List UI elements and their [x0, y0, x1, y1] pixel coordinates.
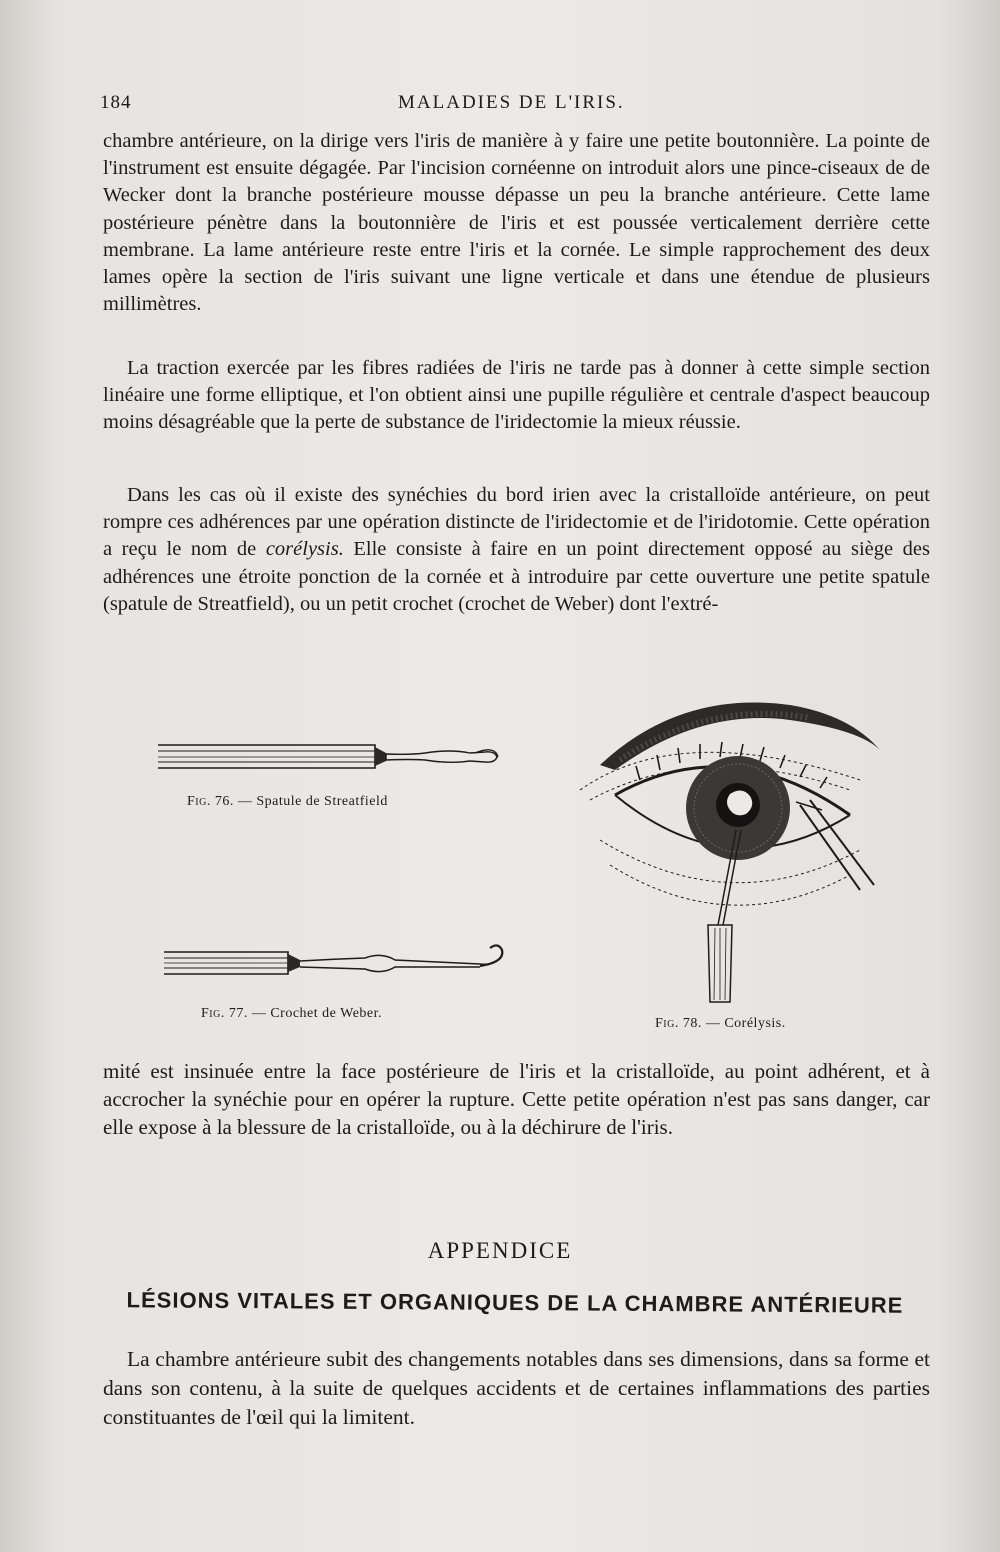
corelysis-term: corélysis.	[265, 538, 344, 561]
figure-76-label: Fig. 76.	[187, 794, 234, 809]
figure-78-caption	[655, 1016, 786, 1032]
appendix-heading: APPENDICE	[427, 1238, 573, 1263]
hook-illustration	[160, 940, 515, 985]
paragraph-2: La traction exercée par les fibres radiées de l'iris ne tarde pas à donner à cette simple section linéaire une forme elliptique, et l'on obtient ainsi une pupille régulière et centrale d'aspect beaucoup moins désagréable que la perte de substance de l'iridectomie la mieux réussie.	[103, 357, 930, 434]
paragraph-5: La chambre antérieure subit des changements notables dans ses dimensions, dans sa forme et dans son contenu, à la suite de quelques accidents et de certaines inflammations des parties constituantes de l'œil qui la limitent.	[103, 1347, 930, 1429]
section-title: LÉSIONS VITALES ET ORGANIQUES DE LA CHAMBRE ANTÉRIEURE	[126, 1287, 904, 1318]
paragraph-1: chambre antérieure, on la dirige vers l'iris de manière à y faire une petite boutonnière. La pointe de l'instrument est ensuite dégagée. Par l'incision cornéenne on introduit alors une pince-ciseaux de de Wecker dont la branche postérieure mousse dépasse un peu la branche antérieure. Cette lame postérieure pénètre dans la boutonnière de l'iris et est poussée verticalement derrière cette membrane. La lame antérieure reste entre l'iris et la cornée. Le simple rapprochement des deux lames opère la section de l'iris suivant une ligne verticale et dans une étendue de plusieurs millimètres.	[103, 130, 930, 316]
page-number: 184	[100, 92, 132, 113]
figure-77-caption	[201, 1006, 382, 1022]
spatula-illustration	[150, 735, 510, 780]
eye-corelysis-illustration	[560, 690, 900, 1010]
running-title: MALADIES DE L'IRIS.	[398, 92, 625, 113]
figure-76-text: — Spatule de Streatfield	[237, 794, 388, 809]
paragraph-3-text-a: Dans les cas où il existe des synéchies du bord irien avec la cristalloïde antérieure, on peut rompre ces adhérences par une opération distincte de l'iridectomie et de l'iridotomie. Cette opération a reçu le nom de	[103, 484, 930, 561]
figure-78-text: — Corélysis.	[705, 1016, 786, 1031]
paragraph-4: mité est insinuée entre la face postérieure de l'iris et la cristalloïde, au point adhérent, et à accrocher la synéchie pour en opérer la rupture. Cette petite opération n'est pas sans danger, car elle expose à la blessure de la cristalloïde, ou à la déchirure de l'iris.	[103, 1059, 930, 1139]
figure-76-caption	[187, 794, 388, 810]
figure-77-label: Fig. 77.	[201, 1006, 248, 1021]
paragraph-3-text-b: Elle consiste à faire en un point directement opposé au siège des adhérences une étroite ponction de la cornée et à introduire par cette ouverture une petite spatule (spatule de Streatfield), ou un petit crochet (crochet de Weber) dont l'extré-	[103, 538, 930, 615]
figure-78-label: Fig. 78.	[655, 1016, 702, 1031]
running-header	[100, 92, 930, 122]
paragraph-3	[103, 482, 930, 618]
figure-77-text: — Crochet de Weber.	[251, 1006, 383, 1021]
